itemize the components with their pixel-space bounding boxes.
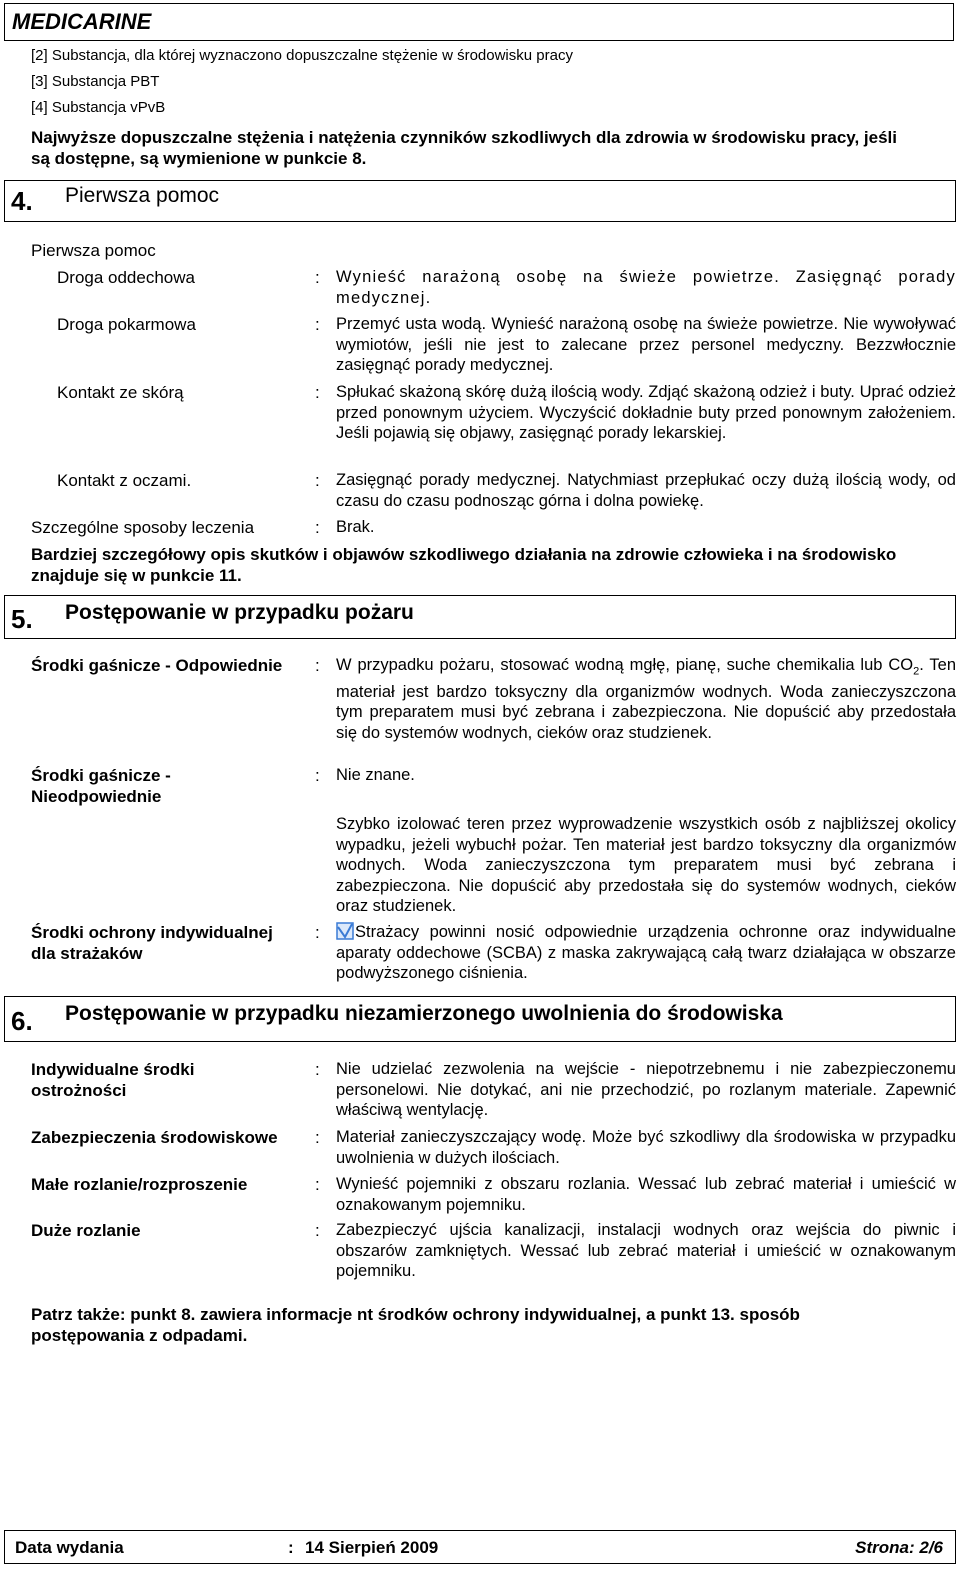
row-value: Wynieść narażoną osobę na świeże powietrze. Zasięgnąć porady medycznej. bbox=[336, 268, 956, 307]
section-11-reference: Bardziej szczegółowy opis skutków i objawów szkodliwego działania na zdrowie człowieka i na środowisko znajduje się w punkcie 11. bbox=[31, 545, 897, 585]
section-number: 5. bbox=[11, 604, 33, 634]
row-value: Przemyć usta wodą. Wynieść narażoną osobę na świeże powietrze. Nie wywoływać wymiotów, jeśli nie jest to zalecane przez personel medyczny. Bezzwłocznie zasięgnąć porady medycznej. bbox=[336, 315, 956, 374]
row-colon: : bbox=[315, 383, 320, 402]
document-footer bbox=[4, 1530, 956, 1564]
row-value: Zabezpieczyć ujścia kanalizacji, instalacji wodnych oraz wejścia do piwnic i obszarów zamkniętych. Wessać lub zebrać materiał i umieścić w oznakowanym pojemniku. bbox=[336, 1221, 956, 1280]
checkmark-icon bbox=[336, 922, 354, 940]
row-value: Spłukać skażoną skórę dużą ilością wody. Zdjąć skażoną odzież i buty. Uprać odzież przed ponownym użyciem. Wyczyścić dokładnie buty przed ponownym założeniem. Jeśli pojawią się objawy, zasięgnąć porady lekarskiej. bbox=[336, 383, 956, 442]
issue-date-label: Data wydania bbox=[15, 1538, 124, 1557]
row-colon: : bbox=[315, 1060, 320, 1079]
row-label: Kontakt z oczami. bbox=[57, 471, 192, 490]
suitable-media-value bbox=[336, 655, 956, 743]
section-number: 4. bbox=[11, 186, 33, 216]
document-header bbox=[4, 3, 954, 41]
row-label: Małe rozlanie/rozproszenie bbox=[31, 1175, 248, 1194]
fire-hazard-text: Szybko izolować teren przez wyprowadzenie wszystkich osób z najbliższej okolicy wypadku, jeżeli wybuchł pożar. Ten materiał jest bardzo toksyczny dla organizmów wodnych. Woda zanieczyszczona tym preparatem musi być zebrana i zabezpieczona. Nie dopuścić aby przedostała się do systemów wodnych, cieków oraz studzienek. bbox=[336, 815, 956, 915]
row-colon: : bbox=[315, 518, 320, 537]
firefighter-protection-text: Strażacy powinni nosić odpowiednie urządzenia ochronne oraz indywidualne aparaty oddechowe (SCBA) z maska zakrywającą całą twarz działająca w obszarze podwyższonego ciśnienia. bbox=[336, 923, 956, 982]
row-label: Indywidualne środki ostrożności bbox=[31, 1060, 195, 1100]
special-treatment-label: Szczególne sposoby leczenia bbox=[31, 518, 255, 537]
firefighter-protection-value bbox=[336, 922, 956, 984]
legend-item-3: [3] Substancja PBT bbox=[31, 73, 160, 90]
section-title: Postępowanie w przypadku pożaru bbox=[65, 601, 414, 624]
legend-item-4: [4] Substancja vPvB bbox=[31, 99, 166, 116]
legend-item-2: [2] Substancja, dla której wyznaczono dopuszczalne stężenie w środowisku pracy bbox=[31, 47, 573, 64]
section-5-header bbox=[4, 595, 956, 639]
see-also-note: Patrz także: punkt 8. zawiera informacje nt środków ochrony indywidualnej, a punkt 13. sposób postępowania z odpadami. bbox=[31, 1305, 800, 1345]
subscript: 2 bbox=[913, 665, 920, 678]
row-label: Zabezpieczenia środowiskowe bbox=[31, 1128, 278, 1147]
row-colon: : bbox=[315, 268, 320, 287]
page-number: Strona: 2/6 bbox=[855, 1538, 943, 1557]
row-colon: : bbox=[315, 1128, 320, 1147]
row-colon: : bbox=[315, 766, 320, 785]
firefighter-protection-label: Środki ochrony indywidualnej dla strażaków bbox=[31, 923, 273, 963]
suitable-media-text: W przypadku pożaru, stosować wodną mgłę, pianę, suche chemikalia lub CO bbox=[336, 656, 914, 674]
row-value: Materiał zanieczyszczający wodę. Może być szkodliwy dla środowiska w przypadku uwolnienia w dużych ilościach. bbox=[336, 1128, 956, 1167]
row-label: Droga pokarmowa bbox=[57, 315, 196, 334]
row-label: Droga oddechowa bbox=[57, 268, 195, 287]
section-4-header bbox=[4, 180, 956, 222]
row-value: Wynieść pojemniki z obszaru rozlania. Wessać lub zebrać materiał i umieścić w oznakowanym pojemniku. bbox=[336, 1175, 956, 1214]
row-colon: : bbox=[315, 1175, 320, 1194]
row-colon: : bbox=[315, 315, 320, 334]
row-value: Nie udzielać zezwolenia na wejście - niepotrzebnemu i nie zabezpieczonemu personelowi. Nie dotykać, ani nie przechodzić, po rozlanym materiale. Zapewnić właściwą wentylację. bbox=[336, 1060, 956, 1119]
row-colon: : bbox=[315, 923, 320, 942]
row-colon: : bbox=[315, 1221, 320, 1240]
unsuitable-media-label: Środki gaśnicze - Nieodpowiednie bbox=[31, 766, 171, 806]
product-name: MEDICARINE bbox=[12, 9, 152, 34]
row-colon: : bbox=[315, 656, 320, 675]
issue-date-value: 14 Sierpień 2009 bbox=[305, 1538, 439, 1557]
row-colon: : bbox=[315, 471, 320, 490]
section-number: 6. bbox=[11, 1006, 33, 1036]
section-title: Pierwsza pomoc bbox=[65, 184, 220, 207]
suitable-media-text-cont: . Ten materiał jest bardzo toksyczny dla organizmów wodnych. Woda zanieczyszczona tym preparatem musi być zebrana i zabezpieczona. Nie dopuścić aby przedostała się do systemów wodnych, cieków oraz studzienek. bbox=[336, 656, 956, 742]
suitable-media-label: Środki gaśnicze - Odpowiednie bbox=[31, 656, 283, 675]
unsuitable-media-value: Nie znane. bbox=[336, 766, 415, 784]
section-title: Postępowanie w przypadku niezamierzonego uwolnienia do środowiska bbox=[65, 1002, 783, 1025]
first-aid-subheading: Pierwsza pomoc bbox=[31, 241, 156, 260]
section-6-header bbox=[4, 996, 956, 1042]
row-value: Zasięgnąć porady medycznej. Natychmiast przepłukać oczy dużą ilością wody, od czasu do czasu podnosząc górna i dolna powiekę. bbox=[336, 471, 956, 510]
exposure-limits-note: Najwyższe dopuszczalne stężenia i natężenia czynników szkodliwych dla zdrowia w środowisku pracy, jeśli są dostępne, są wymienione w punkcie 8. bbox=[31, 128, 898, 168]
special-treatment-value: Brak. bbox=[336, 518, 375, 536]
row-label: Kontakt ze skórą bbox=[57, 383, 184, 402]
footer-colon: : bbox=[288, 1538, 294, 1557]
row-label: Duże rozlanie bbox=[31, 1221, 141, 1240]
